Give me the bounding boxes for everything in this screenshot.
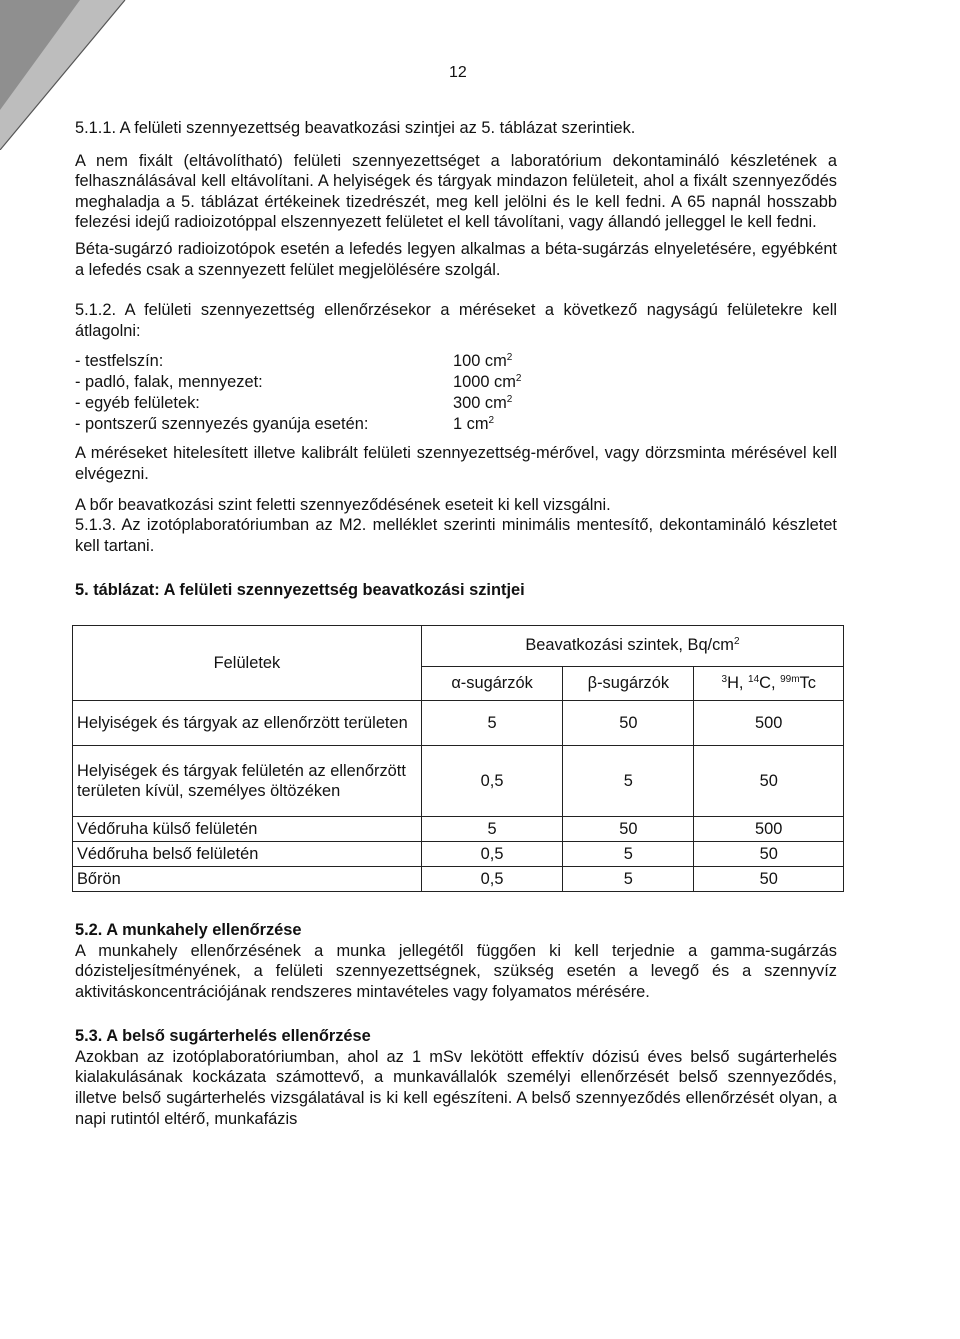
- skin-paragraph: A bőr beavatkozási szint feletti szennyeződésének eseteit ki kell vizsgálni.: [75, 495, 611, 514]
- table-header-surfaces: Felületek: [73, 625, 422, 700]
- list-item-label: - padló, falak, mennyezet:: [75, 373, 263, 392]
- table-row: [73, 745, 844, 816]
- table-cell-alpha: 0,5: [421, 745, 562, 816]
- list-item-label: - egyéb felületek:: [75, 394, 200, 413]
- table-cell-surface: Bőrön: [73, 866, 422, 891]
- section-513-paragraph: 5.1.3. Az izotóplaboratóriumban az M2. melléklet szerinti minimális mentesítő, dekontamináló készletet kell tartani.: [75, 516, 837, 555]
- section-512-intro: 5.1.2. A felületi szennyezettség ellenőrzésekor a méréseket a következő nagyságú felületekre kell átlagolni:: [75, 301, 837, 340]
- table-cell-beta: 5: [563, 745, 694, 816]
- table-cell-isotopes: 50: [694, 866, 844, 891]
- table-cell-alpha: 0,5: [421, 841, 562, 866]
- section-511-heading: 5.1.1. A felületi szennyezettség beavatkozási szintjei az 5. táblázat szerintiek.: [75, 119, 636, 137]
- table-cell-isotopes: 500: [694, 700, 844, 745]
- list-item: [75, 414, 837, 435]
- table-cell-surface: Védőruha belső felületén: [73, 841, 422, 866]
- table-header-beta: β-sugárzók: [563, 666, 694, 700]
- table-row: [73, 700, 844, 745]
- table-row: [73, 841, 844, 866]
- list-item-value: 1000 $cm^2$: [453, 373, 522, 392]
- table-header-levels: Beavatkozási szintek, $Bq/cm^2$: [421, 625, 843, 666]
- list-item-value: 1 $cm^2$: [453, 415, 495, 434]
- table-cell-alpha: 5: [421, 700, 562, 745]
- table-title: 5. táblázat: A felületi szennyezettség beavatkozási szintjei: [75, 581, 525, 600]
- intervention-levels-table: [72, 625, 844, 892]
- list-item: [75, 351, 837, 372]
- table-cell-beta: 50: [563, 700, 694, 745]
- averaging-area-list: [75, 351, 837, 435]
- section-53-paragraph: Azokban az izotóplaboratóriumban, ahol az 1 mSv lekötött effektív dózisú éves belső sugárterhelés kialakulásának kockázata számottevő, a munkavállalók személyi ellenőrzését belső szennyeződés, illetve belső sugárterhelés vizsgálatával is ki kell egészíteni. A belső szennyeződés ellenőrzését olyan, a napi rutintól eltérő, munkafázis: [75, 1047, 837, 1128]
- table-cell-beta: 50: [563, 816, 694, 841]
- table-cell-alpha: 0,5: [421, 866, 562, 891]
- table-cell-surface: Helyiségek és tárgyak az ellenőrzött területen: [73, 700, 422, 745]
- table-cell-isotopes: 50: [694, 841, 844, 866]
- table-cell-isotopes: 500: [694, 816, 844, 841]
- table-cell-surface: Helyiségek és tárgyak felületén az ellenőrzött területen kívül, személyes öltözéken: [73, 745, 422, 816]
- section-511-paragraph-1: A nem fixált (eltávolítható) felületi szennyezettséget a laboratórium dekontamináló készletének a felhasználásával kell eltávolítani. A helyiségek és tárgyak mindazon felületeit, ahol a fixált szennyeződés meghaladja a 5. táblázat értékeinek tizedrészét, meg kell jelölni és le kell fedni. A 65 napnál hosszabb felezési idejű radioizotóppal elszennyezett felületet el kell távolítani, vagy állandó jelleggel le kell fedni.: [75, 151, 837, 232]
- table-header-isotopes: $^3$H, $^{14}$C, $^{99m}$Tc: [694, 666, 844, 700]
- table-header-alpha: α-sugárzók: [421, 666, 562, 700]
- list-item: [75, 372, 837, 393]
- table-cell-beta: 5: [563, 866, 694, 891]
- section-511-paragraph-2: Béta-sugárzó radioizotópok esetén a lefedés legyen alkalmas a béta-sugárzás elnyeletésére, egyébként a lefedés csak a szennyezett felület megjelölésére szolgál.: [75, 239, 837, 279]
- table-cell-surface: Védőruha külső felületén: [73, 816, 422, 841]
- page-number: 12: [449, 64, 467, 81]
- table-row: [73, 866, 844, 891]
- table-cell-beta: 5: [563, 841, 694, 866]
- list-item: [75, 393, 837, 414]
- measurement-paragraph: A méréseket hitelesített illetve kalibrált felületi szennyezettség-mérővel, vagy dörzsminta mérésével kell elvégezni.: [75, 444, 837, 483]
- document-body: [75, 118, 837, 1129]
- table-row: [73, 816, 844, 841]
- list-item-label: - testfelszín:: [75, 352, 164, 371]
- list-item-label: - pontszerű szennyezés gyanúja esetén:: [75, 415, 369, 434]
- list-item-value: 100 $cm^2$: [453, 352, 513, 371]
- section-52-heading: 5.2. A munkahely ellenőrzése: [75, 920, 302, 939]
- table-cell-isotopes: 50: [694, 745, 844, 816]
- section-52-paragraph: A munkahely ellenőrzésének a munka jellegétől függően ki kell terjednie a gamma-sugárzás dózisteljesítményének, a felületi szennyezettségnek, szükség esetén a levegő és a szennyvíz aktivitáskoncentrációjának rendszeres mintavételes vagy folyamatos mérésére.: [75, 941, 837, 1001]
- list-item-value: 300 $cm^2$: [453, 394, 513, 413]
- table-cell-alpha: 5: [421, 816, 562, 841]
- section-53-heading: 5.3. A belső sugárterhelés ellenőrzése: [75, 1027, 371, 1046]
